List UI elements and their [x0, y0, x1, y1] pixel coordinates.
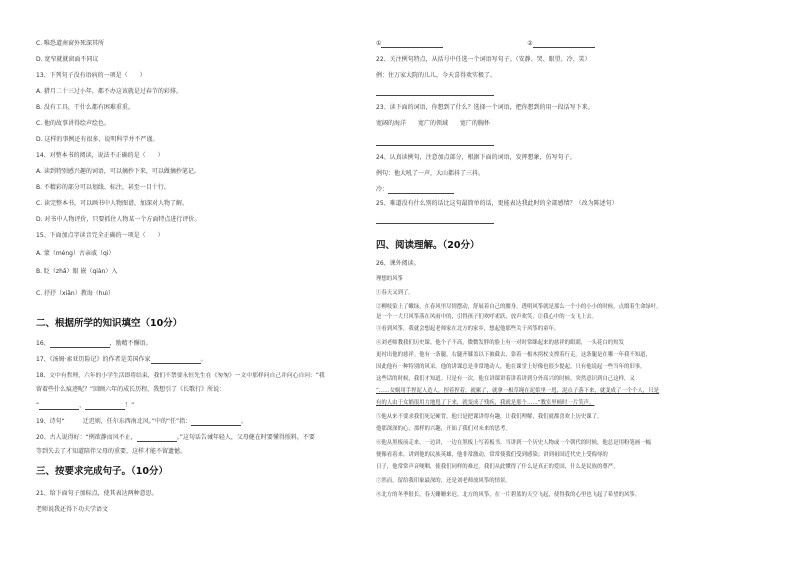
q16-blank[interactable] — [50, 340, 110, 348]
q21-answers: ① ② — [376, 40, 595, 48]
q22-line1: 22、关注例句特点，从括号中任选一个词语写句子。（安静、哭、眼望、冷、笑） — [376, 56, 591, 63]
option-c-top: C. 唯恐道南窗外死深其所 — [36, 40, 105, 47]
q22-line2: 例：住万家大院的儿儿，今天喜得欢实极了。 — [376, 72, 497, 79]
q13-option-c: C. 他的故事讲得绘声绘色。 — [36, 120, 111, 127]
q18-line1: 18、文中有哲理，六年的小学生活即将结束，我们不禁要永恒先生在《匆匆》一文中那样问自己并问心自问：“我 — [36, 373, 325, 379]
option-d-top: D. 宽窄就就窗面不同议 — [36, 56, 99, 63]
q21-text: 老师说我还得下功夫学语文 — [36, 506, 109, 513]
essay-para: ④刘老师教我们历史课。他个子不高，微微发胖的脸上有一对时常眯起来的慈祥的眼睛，一头花白的短发 — [376, 340, 624, 346]
section3-title: 三、按要求完成句子。（10分） — [36, 466, 168, 477]
essay-para: 因此他有一种特别的风采。他的讲课总是非常地动人，他在课堂上好像也很少提起。只有他说起一些当年的旧事， — [376, 364, 646, 370]
essay-para: 是一个一大只风筝落在风雨中的，引得孩子们欢呼雀跃，放声欢笑，让我心中的一支飞上去。 — [376, 314, 598, 320]
q19-line: 19、诗句“ 迁迟则，任尔东西南北风。”中的“任”指： 。 — [36, 418, 248, 425]
essay-para: ③看到风筝，我就会想起老师家在北方的家乡，想起他那些关于风筝的童年。 — [376, 326, 560, 332]
q13-option-b: B. 没有工具，干什么都有困难重重。 — [36, 104, 134, 111]
essay-para: ①春天又到了。 — [376, 290, 414, 296]
essay-para-underlined: 有的人由于女娲很用力地甩了下来，就变成了残疾，我就是那个……”教室里顿时一片笑声。 — [376, 400, 595, 406]
q24-line2: 例句：他大吼了一声，大山都抖了三抖。 — [376, 170, 485, 177]
section2-title: 二、根据所学的知识填空（10分） — [36, 318, 183, 329]
q13-option-a: A. 猎月二十三过小年，都不办这该就是过春节的彩排。 — [36, 88, 182, 95]
q13-option-d: D. 这样的事例还有很多，说明科学并不严谨。 — [36, 136, 159, 143]
q24-line3: 冷： — [376, 186, 454, 194]
q22-answer-blank[interactable] — [376, 88, 494, 96]
q21-stem: 21、给下面句子加标点，使其表达两种意思。 — [36, 490, 158, 497]
q14-option-a: A. 读到特别感兴趣的词语，可以摘抄下来，可以做摘抄笔记。 — [36, 168, 200, 175]
q23-words: 宽阔的海洋 宽广的领域 宽广的胸怀 — [376, 120, 490, 127]
essay-para: 更衬出他的慈祥。他有一条腿，右腿齐膝盖以下被截去，靠着一根木拐杖支撑着行走。这条腿是在哪一年我不知道， — [376, 352, 651, 358]
q25-answer-blank[interactable] — [376, 216, 494, 224]
q15-option-c: C. 抒抒（xiān）教诲（huì） — [36, 290, 114, 297]
q18-blank-1[interactable] — [39, 402, 79, 410]
q21-answer-blank-1[interactable] — [381, 40, 443, 48]
q17-blank[interactable] — [151, 356, 201, 364]
q23-answer-blank[interactable] — [376, 138, 494, 146]
essay-para: 便像看着来。讲到他的民族英雄，他非常激动，常常使我们受到感染；讲到祖国近代史上受侮辱的 — [376, 452, 608, 458]
section4-title: 四、阅读理解。（20分） — [376, 240, 480, 251]
q18-line2: 留着些什么痕迹呢？”回顾六年的成长历程，我想引了《长歌行》所说： — [36, 386, 226, 393]
q14-option-c: C. 读完整本书，可以画书中人物图谱，加深对人物了解。 — [36, 200, 189, 207]
q26-intro: 26、课外阅读。 — [376, 260, 420, 267]
essay-para: 他那深深的心，那样的兴趣，开始了我们对未来的思考。 — [376, 426, 511, 432]
q24-answer-blank[interactable] — [388, 186, 454, 194]
q15-option-a: A. 蒙（méng）古亲戚（qi） — [36, 250, 115, 257]
q18-blank-2[interactable] — [85, 402, 125, 410]
q21-answer-blank-2[interactable] — [533, 40, 595, 48]
q14-option-b: B. 不精彩的部分可以划线、标注，甚至一目十行。 — [36, 184, 170, 191]
q22-answer-line — [376, 88, 494, 96]
essay-para: 这些话的时候，我们才知道。只是有一次，他在讲课讲着讲着讲到分外高兴的时候，突然意识到自己这样，又 — [376, 376, 635, 382]
q18-line3: “ ， ！” — [36, 402, 135, 409]
q14-option-d: D. 对书中人物评价，只要抓住人物某一个方面特点进行评价。 — [36, 216, 201, 223]
q15-option-b: B. 眨（zhǎ）眼 嵌（qiàn）入 — [36, 268, 118, 275]
q24-line1: 24、认真读例句，注意加点部分，根据下面的词语，发挥想象，仿写句子。 — [376, 154, 576, 161]
q16-line: 16、 ，励精不懈语。 — [36, 340, 152, 347]
essay-para: ⑤他从来不要求我们死记硬背，他只是把课讲得有趣，让我们理解，我们就都喜欢上历史课了。 — [376, 414, 603, 420]
q23-answer-line — [376, 138, 494, 146]
essay-para: ⑥他从黑板前走来，一边讲，一边在黑板上写着板书。当讲到一个历史人物或一个朝代的时候，他总是用粉笔画一幅 — [376, 440, 651, 446]
q20-line2: 等到失去了才知道陪伴父母的重要，这样才能不留遗憾。 — [36, 448, 187, 455]
q13-stem: 13、下列句子没有语病的一项是（ ） — [36, 72, 146, 79]
q17-line: 17、《汤姆·索亚历险记》的作者是美国作家 。 — [36, 356, 207, 363]
q20-line1: 20、古人说得好：“例欲静而风不止， 。”这句话告诫年轻人，父母健在时要懂得照料，不要 — [36, 434, 315, 441]
q25-line1: 25、难道没有什么别的话比这句最简单的话，更能表达我此时的全部感情？（改为陈述句） — [376, 200, 618, 207]
q20-blank[interactable] — [137, 434, 177, 442]
essay-para: ②柳枝染上了嫩绿，在春风里尽情摆动，舒展着自己的腰身。透明风筝就是那么一个小的小小的时候，点缀着生命绿叶。 — [376, 304, 662, 310]
q19-blank[interactable] — [191, 418, 241, 426]
q23-line1: 23、读下面的词语，你想到了什么？选择一个词语，把你想到的用一段话写下来。 — [376, 104, 594, 111]
essay-para: 日子，他常常声音哽咽，使我们同样的难过。我们从此懂得了什么是真正的爱国，什么是民族的尊严。 — [376, 464, 619, 470]
q15-stem: 15、下面加点字读音完全正确的一项是（ ） — [36, 232, 164, 239]
q25-answer-line — [376, 216, 494, 224]
essay-para: ⑧北方的冬季很长，春天姗姗来迟。北方的风筝，在一片碧蓝的天空飞起，使得我的心里也飞起了希望的风筝。 — [376, 492, 641, 498]
essay-para: ⑦然而，留给我印象最深的，还是刘老师放风筝的情景。 — [376, 478, 511, 484]
essay-title: 理想的风筝 — [376, 276, 403, 282]
q14-stem: 14、对整本书的阅读，说法不正确的是（ ） — [36, 152, 164, 159]
essay-para-underlined: “……女娲用手捏泥人造人，捏着捏着，就累了，就拿一根草绳在泥浆里一甩，泥点子落下来，就变成了一个个人，只是 — [376, 388, 660, 394]
